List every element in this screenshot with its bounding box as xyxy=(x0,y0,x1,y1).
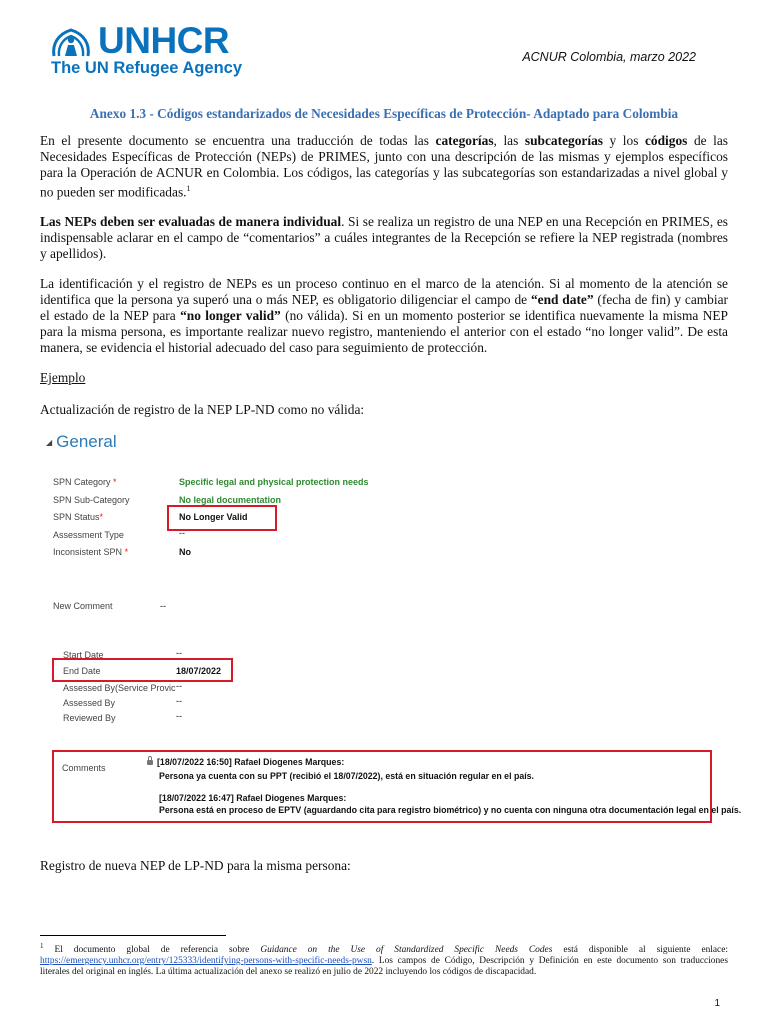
spn-subcategory-value: No legal documentation xyxy=(179,495,282,505)
comments-label: Comments xyxy=(62,763,106,773)
inconsistent-spn-value: No xyxy=(179,547,191,557)
spn-category-label: SPN Category * xyxy=(53,477,117,487)
spn-category-value: Specific legal and physical protection needs xyxy=(179,477,369,487)
new-comment-label: New Comment xyxy=(53,601,113,611)
start-date-value: -- xyxy=(176,648,182,658)
comment-2-header: [18/07/2022 16:47] Rafael Diogenes Marques: xyxy=(159,793,347,803)
logo-subtitle: The UN Refugee Agency xyxy=(51,59,243,77)
spn-status-value: No Longer Valid xyxy=(179,512,248,522)
assessed-by-value: -- xyxy=(176,696,182,706)
comment-2-body: Persona está en proceso de EPTV (aguardando cita para registro biométrico) y no cuenta con ninguna otra documentación legal en el país. xyxy=(159,805,742,815)
new-record-caption: Registro de nueva NEP de LP-ND para la misma persona: xyxy=(40,858,351,873)
general-section-heading: ◢ General xyxy=(46,432,117,451)
footnote: $^1$ El documento global de referencia sobre Guidance on the Use of Standardized Specific Needs Codes está disponible al siguiente enlace: https://emergency.unhcr.org/entry/125333/identifying-persons-with-specific-needs-pwsn. Los campos de Código, Descripción y Definición en este documento son traducciones literales del original en inglés. La última actualización del anexo se realizó en julio de 2022 incluyendo los códigos de discapacidad. xyxy=(40,942,728,978)
assessment-type-label: Assessment Type xyxy=(53,530,124,540)
page-number: 1 xyxy=(714,998,720,1009)
end-date-value: 18/07/2022 xyxy=(176,666,222,676)
spn-subcategory-label: SPN Sub-Category xyxy=(53,495,130,505)
header-location-date: ACNUR Colombia, marzo 2022 xyxy=(522,50,696,64)
reviewed-by-value: -- xyxy=(176,711,182,721)
start-date-label: Start Date xyxy=(63,650,104,660)
collapse-triangle-icon: ◢ xyxy=(46,438,53,448)
lock-icon xyxy=(147,760,153,765)
assessed-by-sp-value: -- xyxy=(176,681,182,691)
assessed-by-sp-label: Assessed By(Service Provic xyxy=(63,683,176,693)
guidance-link[interactable]: https://emergency.unhcr.org/entry/125333/identifying-persons-with-specific-needs-pwsn xyxy=(40,956,372,967)
new-comment-value: -- xyxy=(160,601,166,611)
update-caption: Actualización de registro de la NEP LP-ND como no válida: xyxy=(40,402,365,417)
footnote-ref: 1 xyxy=(186,184,191,193)
assessed-by-label: Assessed By xyxy=(63,698,116,708)
inconsistent-spn-label: Inconsistent SPN * xyxy=(53,547,129,557)
required-asterisk-icon: * xyxy=(113,477,117,487)
reviewed-by-label: Reviewed By xyxy=(63,713,116,723)
spn-form-screenshot xyxy=(40,430,740,830)
required-asterisk-icon: * xyxy=(99,512,104,522)
paragraph-individual: Las NEPs deben ser evaluadas de manera individual. Si se realiza un registro de una NEP en una Recepción en PRIMES, es indispensable aclarar en el campo de “comentarios” a cuáles integrantes de la Recepción se refiere la NEP registrada (nombres y apellidos). xyxy=(40,214,728,261)
refugee-person-icon xyxy=(48,26,94,60)
document-title: Anexo 1.3 - Códigos estandarizados de Necesidades Específicas de Protección- Adaptado para Colombia xyxy=(89,106,679,121)
comment-1-body: Persona ya cuenta con su PPT (recibió el 18/07/2022), está en situación regular en el país. xyxy=(159,771,534,781)
logo-wordmark: UNHCR xyxy=(98,20,230,61)
paragraph-process: La identificación y el registro de NEPs es un proceso continuo en el marco de la atención. Si al momento de la atención se identifica que la persona ya superó una o más NEP, es obligatorio diligenciar el campo de “end date” (fecha de fin) y cambiar el estado de la NEP para “no longer valid” (no válida). Si en un momento posterior se identifica nuevamente la misma NEP para la misma persona, es importante realizar nuevo registro, manteniendo el anterior con el estado “no longer valid”. De esta manera, se evidencia el historial adecuado del caso para seguimiento de protección. xyxy=(40,276,729,355)
comment-1-header: [18/07/2022 16:50] Rafael Diogenes Marques: xyxy=(147,757,344,767)
required-asterisk-icon: * xyxy=(124,547,129,557)
end-date-label: End Date xyxy=(63,666,101,676)
paragraph-intro: En el presente documento se encuentra una traducción de todas las categorías, las subcategorías y los códigos de las Necesidades Específicas de Protección (NEPs) de PRIMES, junto con una descripción de las mismas y ejemplos específicos para la Operación de ACNUR en Colombia. Los códigos, las categorías y las subcategorías son estandarizadas a nivel global y no pueden ser modificadas.$^1$ xyxy=(40,133,729,200)
unhcr-logo xyxy=(48,20,253,82)
footnote-separator xyxy=(40,935,226,936)
spn-status-label: SPN Status* xyxy=(53,512,104,522)
assessment-type-value: -- xyxy=(179,528,185,538)
highlight-end-date-box xyxy=(52,658,233,682)
example-heading: Ejemplo xyxy=(40,370,86,385)
